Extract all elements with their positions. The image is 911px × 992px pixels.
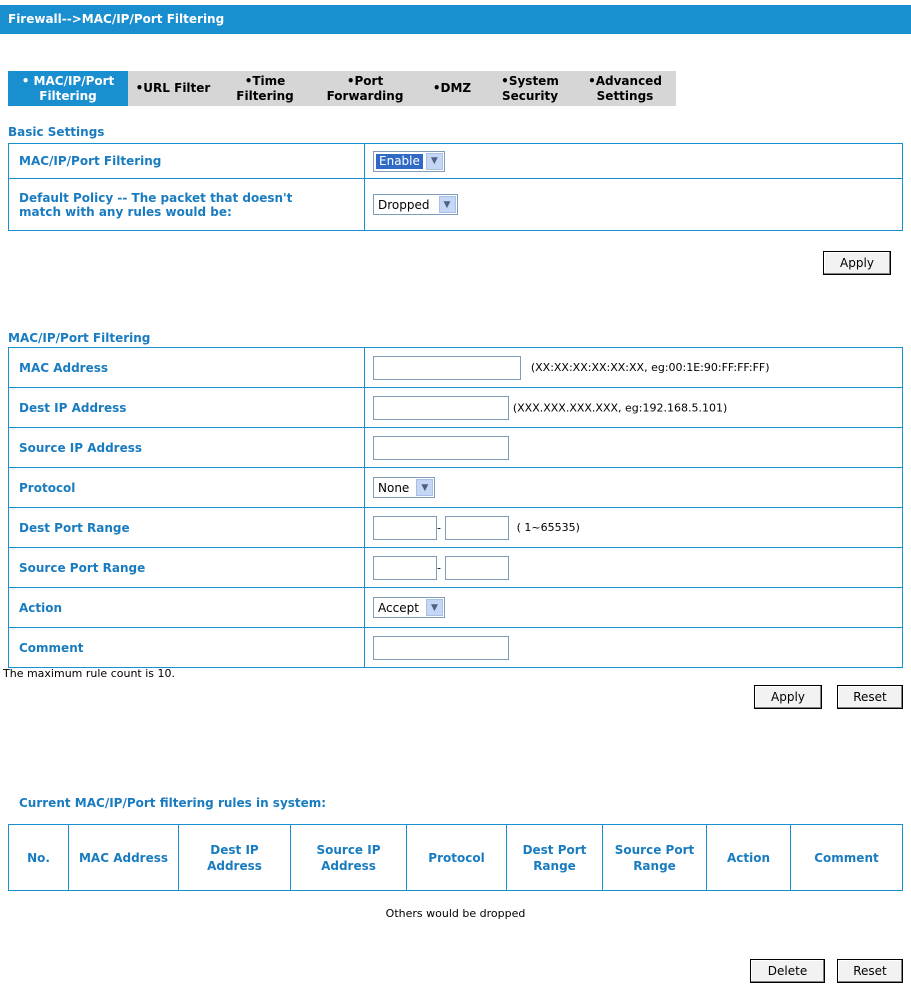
current-reset-button[interactable]: Reset	[837, 959, 903, 983]
current-rules-heading: Current MAC/IP/Port filtering rules in system:	[19, 796, 327, 810]
tab-label: •DMZ	[432, 81, 472, 95]
page-title-bar	[0, 5, 911, 34]
comment-label: Comment	[9, 628, 365, 668]
tab-label: Security	[501, 88, 559, 103]
current-rules-table	[8, 824, 903, 891]
tab-label: Forwarding	[326, 88, 404, 103]
dest-ip-input[interactable]	[373, 396, 509, 420]
source-ip-input[interactable]	[373, 436, 509, 460]
tab-system-security[interactable]	[486, 71, 574, 106]
rule-apply-button[interactable]: Apply	[754, 685, 822, 709]
chevron-down-icon: ▼	[426, 153, 443, 170]
source-port-end-input[interactable]	[445, 556, 509, 580]
basic-apply-button[interactable]: Apply	[823, 251, 891, 275]
source-port-range-label: Source Port Range	[9, 548, 365, 588]
filter-select[interactable]	[373, 151, 445, 172]
mac-address-label: MAC Address	[9, 348, 365, 388]
protocol-value: None	[378, 480, 410, 495]
default-policy-label-line: Default Policy -- The packet that doesn't	[19, 190, 293, 205]
default-policy-value: Dropped	[378, 197, 430, 212]
tab-label: •Advanced	[588, 73, 662, 88]
tab-dmz[interactable]	[418, 71, 486, 106]
filter-label: MAC/IP/Port Filtering	[9, 144, 365, 179]
rule-form-table	[8, 347, 903, 668]
tab-label: •URL Filter	[135, 81, 211, 95]
dest-port-hint: ( 1~65535)	[516, 521, 580, 534]
dest-ip-label: Dest IP Address	[9, 388, 365, 428]
max-rule-note: The maximum rule count is 10.	[3, 667, 175, 680]
chevron-down-icon: ▼	[439, 196, 456, 213]
action-select[interactable]	[373, 597, 445, 618]
filter-select-value: Enable	[376, 154, 423, 169]
tab-bar	[8, 71, 676, 106]
basic-settings-heading: Basic Settings	[8, 125, 105, 139]
others-dropped-note: Others would be dropped	[385, 907, 526, 920]
tab-time-filtering[interactable]	[218, 71, 312, 106]
source-port-start-input[interactable]	[373, 556, 437, 580]
action-value: Accept	[378, 600, 419, 615]
default-policy-select[interactable]	[373, 194, 458, 215]
tab-advanced-settings[interactable]	[574, 71, 676, 106]
tab-label: Filtering	[236, 88, 294, 103]
dest-port-end-input[interactable]	[445, 516, 509, 540]
column-header-source-port: Source Port Range	[603, 825, 707, 891]
range-dash: -	[437, 521, 441, 534]
column-header-mac: MAC Address	[69, 825, 179, 891]
action-label: Action	[9, 588, 365, 628]
column-header-source-ip: Source IP Address	[291, 825, 407, 891]
column-header-action: Action	[707, 825, 791, 891]
tab-label: •System	[501, 73, 559, 88]
tab-label: Settings	[596, 88, 654, 103]
page-title: Firewall-->MAC/IP/Port Filtering	[8, 12, 225, 26]
dest-port-start-input[interactable]	[373, 516, 437, 540]
column-header-dest-ip: Dest IP Address	[179, 825, 291, 891]
delete-button[interactable]: Delete	[750, 959, 825, 983]
column-header-no: No.	[9, 825, 69, 891]
chevron-down-icon: ▼	[416, 479, 433, 496]
chevron-down-icon: ▼	[426, 599, 443, 616]
tab-mac-ip-port-filtering[interactable]	[8, 71, 128, 106]
dest-port-range-label: Dest Port Range	[9, 508, 365, 548]
protocol-select[interactable]	[373, 477, 435, 498]
default-policy-label-line: match with any rules would be:	[19, 204, 232, 219]
rule-reset-button[interactable]: Reset	[837, 685, 903, 709]
tab-label: •Port	[346, 73, 384, 88]
dest-ip-hint: (XXX.XXX.XXX.XXX, eg:192.168.5.101)	[512, 401, 728, 414]
tab-port-forwarding[interactable]	[312, 71, 418, 106]
tab-label: • MAC/IP/Port	[21, 73, 115, 88]
mac-address-hint: (XX:XX:XX:XX:XX:XX, eg:00:1E:90:FF:FF:FF)	[530, 361, 770, 374]
basic-settings-table	[8, 143, 903, 231]
column-header-dest-port: Dest Port Range	[507, 825, 603, 891]
tab-label: Filtering	[39, 88, 97, 103]
protocol-label: Protocol	[9, 468, 365, 508]
column-header-protocol: Protocol	[407, 825, 507, 891]
tab-url-filter[interactable]	[128, 71, 218, 106]
column-header-comment: Comment	[791, 825, 903, 891]
default-policy-label	[9, 179, 365, 231]
rule-section-heading: MAC/IP/Port Filtering	[8, 331, 151, 345]
comment-input[interactable]	[373, 636, 509, 660]
tab-label: •Time	[244, 73, 286, 88]
source-ip-label: Source IP Address	[9, 428, 365, 468]
range-dash: -	[437, 561, 441, 574]
mac-address-input[interactable]	[373, 356, 521, 380]
